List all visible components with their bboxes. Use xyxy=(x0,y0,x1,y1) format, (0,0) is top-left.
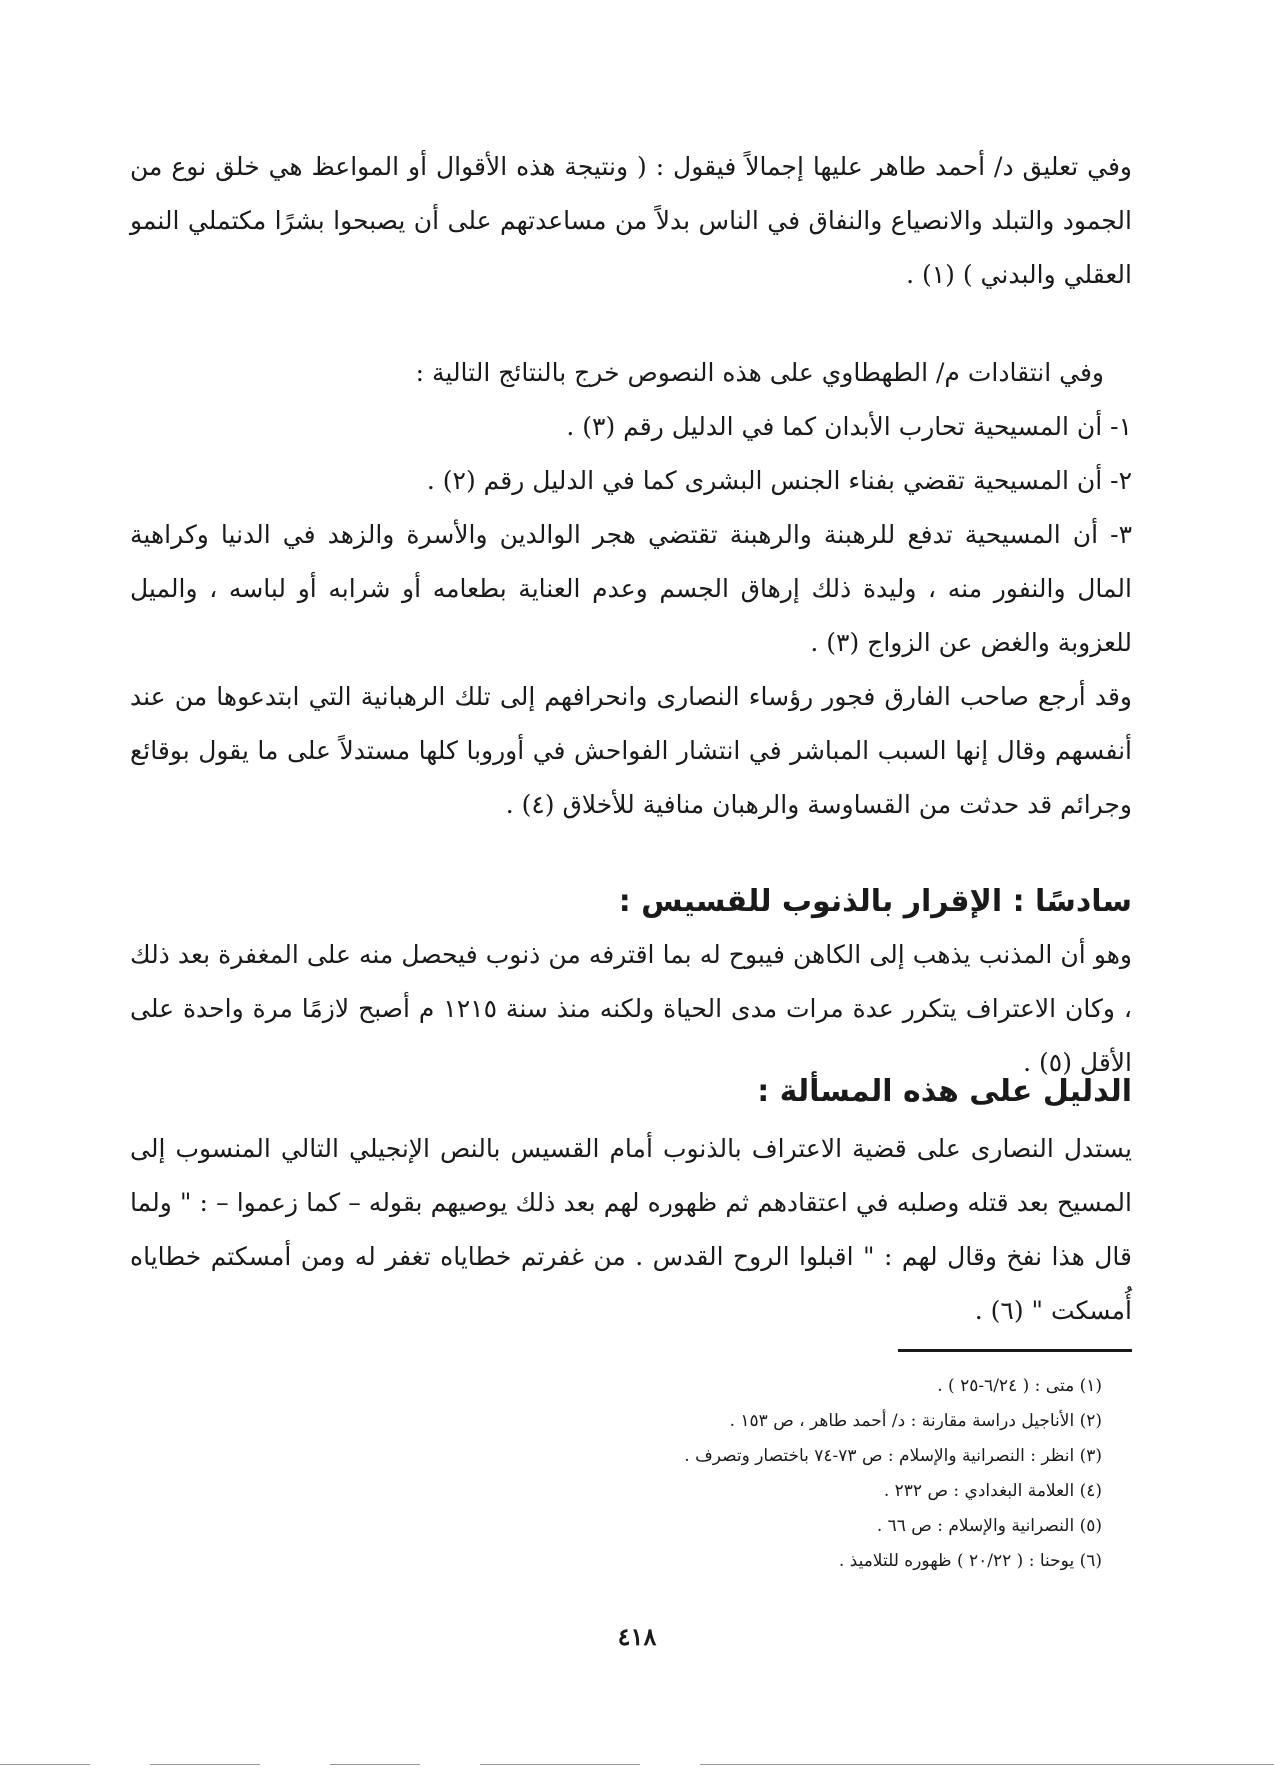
footnotes xyxy=(600,1369,1102,1579)
footnote-item: (٤) العلامة البغدادي : ص ٢٣٢ . xyxy=(883,1481,1102,1501)
paragraph-text: يستدل النصارى على قضية الاعتراف بالذنوب أمام القسيس بالنص الإنجيلي التالي المنسوب إلى المسيح بعد قتله وصلبه في اعتقادهم ثم ظهوره لهم بعد ذلك يوصيهم بقوله – كما زعموا – : " ولما قال هذا نفخ وقال لهم : " اقبلوا الروح القدس . من غفرتم خطاياه تغفر له ومن أمسكتم خطاياه أُمسكت " (٦) . xyxy=(130,1134,1132,1325)
list-item: ٣- أن المسيحية تدفع للرهبنة والرهبنة تقتضي هجر الوالدين والأسرة والزهد في الدنيا وكراهية المال والنفور منه ، وليدة ذلك إرهاق الجسم وعدم العناية بطعامه أو شرابه أو لباسه ، والميل للعزوبة والغض عن الزواج (٣) . xyxy=(130,520,1132,657)
section-heading-sixth: سادسًا : الإقرار بالذنوب للقسيس : xyxy=(618,884,1132,919)
scan-edge-line xyxy=(0,1764,90,1765)
list-intro: وفي انتقادات م/ الطهطاوي على هذه النصوص خرج بالنتائج التالية : xyxy=(415,358,1104,387)
paragraph-confession xyxy=(130,928,1132,1090)
section-heading-evidence: الدليل على هذه المسألة : xyxy=(757,1074,1132,1109)
scan-edge-line xyxy=(330,1764,420,1765)
paragraph-text: وفي تعليق د/ أحمد طاهر عليها إجمالاً فيقول : ( ونتيجة هذه الأقوال أو المواعظ هي خلق نوع من الجمود والتبلد والانصياع والنفاق في الناس بدلاً من مساعدتهم على أن يصبحوا بشرًا مكتملي النمو العقلي والبدني ) (١) . xyxy=(130,152,1132,289)
paragraph-commentary xyxy=(130,140,1132,302)
paragraph-al-fariq xyxy=(130,670,1132,832)
list-item: ٢- أن المسيحية تقضي بفناء الجنس البشرى كما في الدليل رقم (٢) . xyxy=(426,466,1132,495)
paragraph-text: وهو أن المذنب يذهب إلى الكاهن فيبوح له بما اقترفه من ذنوب فيحصل منه على المغفرة بعد ذلك ، وكان الاعتراف يتكرر عدة مرات مدى الحياة ولكنه منذ سنة ١٢١٥ م أصبح لازمًا مرة واحدة على الأقل (٥) . xyxy=(130,940,1132,1077)
paragraph-text: وقد أرجع صاحب الفارق فجور رؤساء النصارى وانحرافهم إلى تلك الرهبانية التي ابتدعوها من عند أنفسهم وقال إنها السبب المباشر في انتشار الفواحش في أوروبا كلها مستدلاً على ما يقول بوقائع وجرائم قد حدثت من القساوسة والرهبان منافية للأخلاق (٤) . xyxy=(130,682,1132,819)
paragraph-criticisms xyxy=(130,346,1132,670)
footnote-item: (٢) الأناجيل دراسة مقارنة : د/ أحمد طاهر ، ص ١٥٣ . xyxy=(729,1411,1102,1431)
footnote-divider xyxy=(898,1349,1132,1352)
scan-edge-line xyxy=(150,1764,260,1765)
footnote-item: (٥) النصرانية والإسلام : ص ٦٦ . xyxy=(876,1516,1102,1536)
scan-edge-line xyxy=(480,1764,640,1765)
scan-edge-line xyxy=(700,1764,1274,1765)
list-item: ١- أن المسيحية تحارب الأبدان كما في الدليل رقم (٣) . xyxy=(566,412,1132,441)
footnote-item: (١) متى : ( ٦/٢٤-٢٥ ) . xyxy=(937,1376,1102,1396)
page-number: ٤١٨ xyxy=(617,1622,657,1651)
paragraph-evidence xyxy=(130,1122,1132,1338)
footnote-item: (٣) انظر : النصرانية والإسلام : ص ٧٣-٧٤ باختصار وتصرف . xyxy=(684,1446,1102,1466)
footnote-item: (٦) يوحنا : ( ٢٠/٢٢ ) ظهوره للتلاميذ . xyxy=(838,1551,1102,1571)
